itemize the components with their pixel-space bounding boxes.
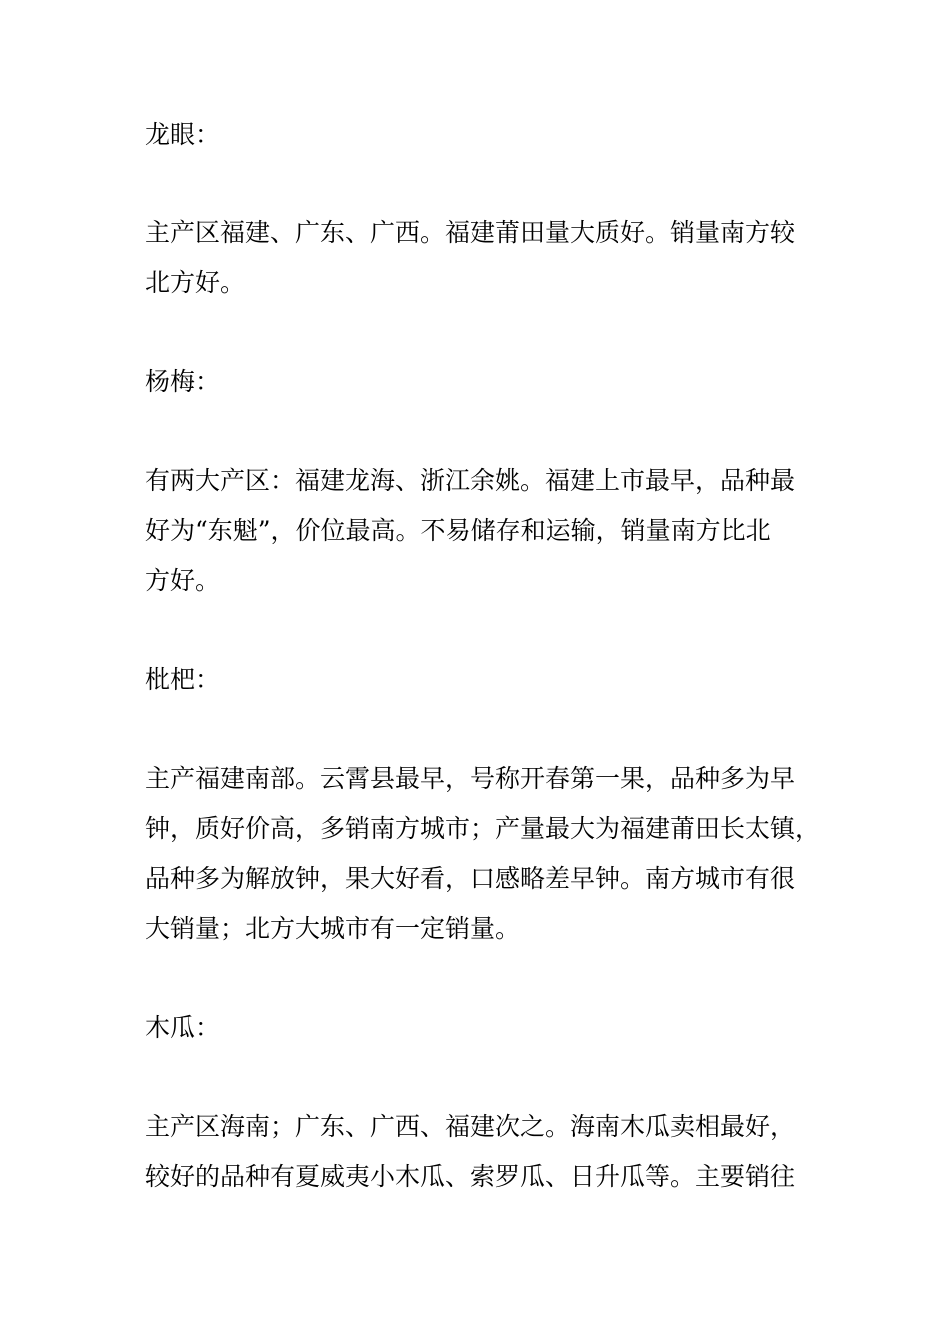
paragraph-line: 主产区海南；广东、广西、福建次之。海南木瓜卖相最好，: [145, 1112, 796, 1141]
heading-papaya: [145, 1003, 825, 1053]
paragraph-longan: [145, 208, 825, 308]
paragraph-papaya: [145, 1102, 825, 1202]
paragraph-waxberry: [145, 456, 825, 606]
heading-text: 龙眼：: [145, 120, 221, 149]
paragraph-line: 大销量；北方大城市有一定销量。: [145, 914, 521, 943]
paragraph-line: 方好。: [145, 566, 221, 595]
paragraph-line: 有两大产区：福建龙海、浙江余姚。福建上市最早，品种最: [145, 466, 796, 495]
paragraph-line: 北方好。: [145, 268, 246, 297]
heading-text: 杨梅：: [145, 367, 221, 396]
paragraph-line: 主产区福建、广东、广西。福建莆田量大质好。销量南方较: [145, 218, 796, 247]
heading-loquat: [145, 655, 825, 705]
heading-waxberry: [145, 357, 825, 407]
paragraph-line: 钟，质好价高，多销南方城市；产量最大为福建莆田长太镇，: [145, 814, 821, 843]
heading-longan: [145, 110, 825, 160]
paragraph-line: 品种多为解放钟，果大好看，口感略差早钟。南方城市有很: [145, 864, 796, 893]
paragraph-line: 较好的品种有夏威夷小木瓜、索罗瓜、日升瓜等。主要销往: [145, 1162, 796, 1191]
paragraph-line: 好为“东魁”，价位最高。不易储存和运输，销量南方比北: [145, 516, 771, 545]
paragraph-loquat: [145, 754, 825, 954]
heading-text: 枇杷：: [145, 665, 221, 694]
paragraph-line: 主产福建南部。云霄县最早，号称开春第一果，品种多为早: [145, 764, 796, 793]
heading-text: 木瓜：: [145, 1013, 221, 1042]
